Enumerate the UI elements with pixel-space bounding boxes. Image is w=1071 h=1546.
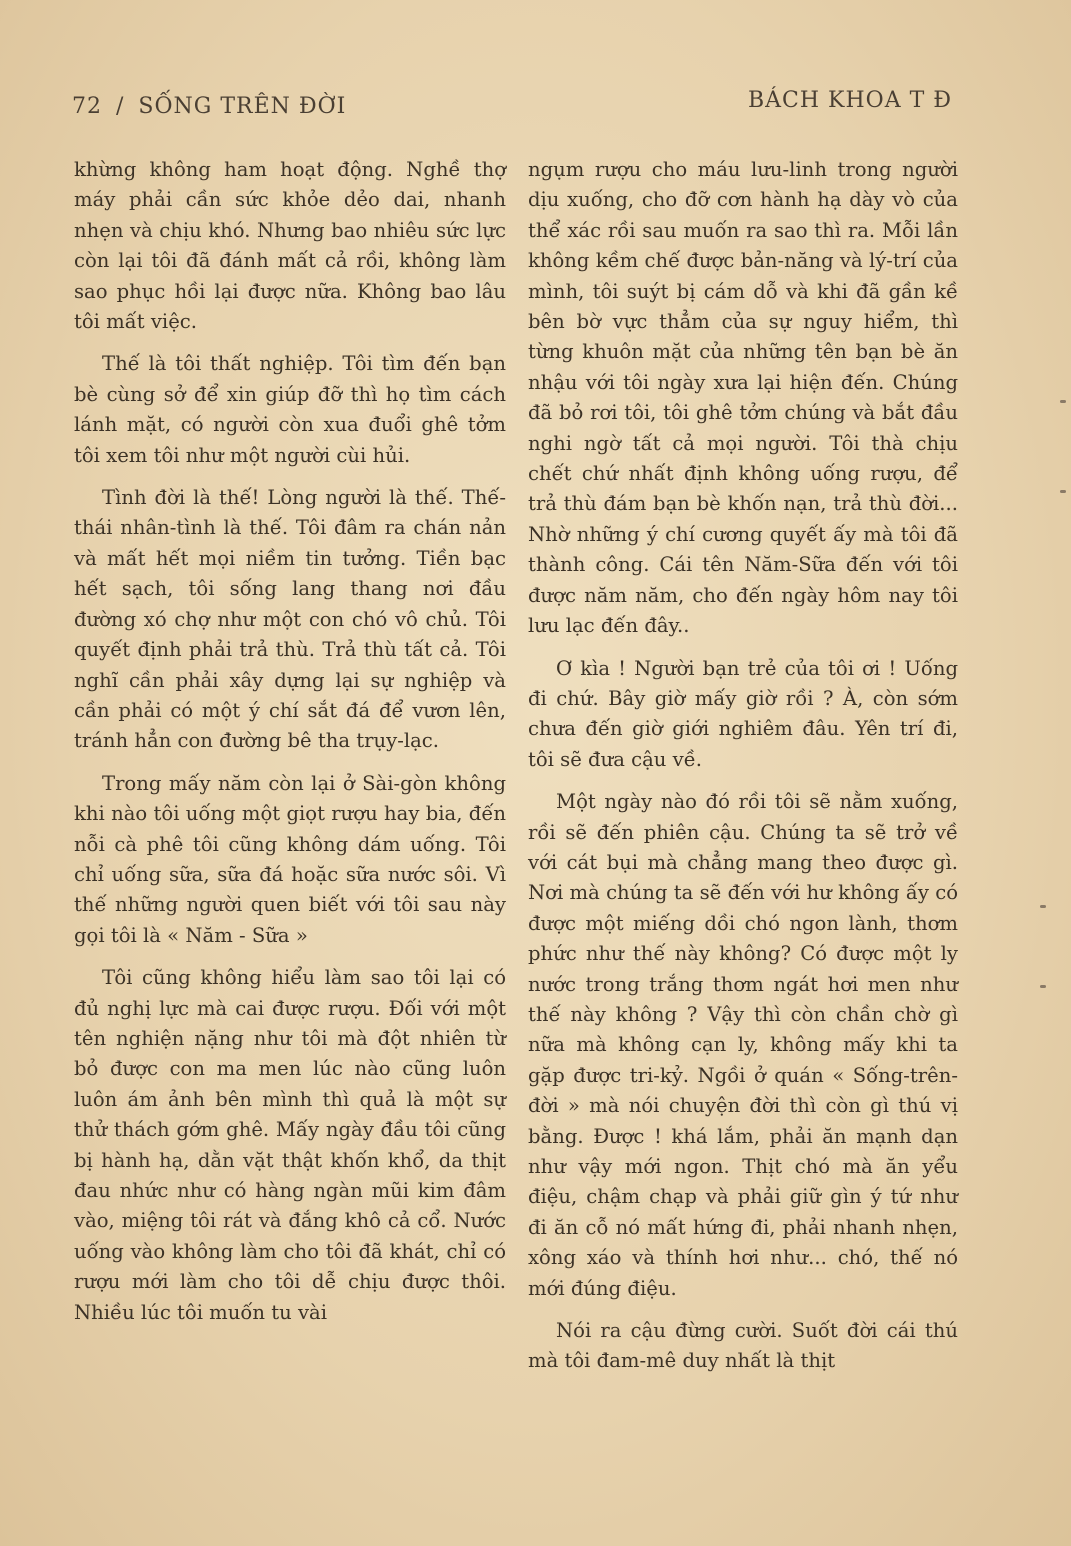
paragraph: ngụm rượu cho máu lưu-linh trong người dịu xuống, cho đỡ cơn hành hạ dày vò của thể xác rồi sau muốn ra sao thì ra. Mỗi lần không kềm chế được bản-năng và lý-trí của mình, tôi suýt bị cám dỗ và khi đã gần kề bên bờ vực thẳm của sự nguy hiểm, thì từng khuôn mặt của những tên bạn bè ăn nhậu với tôi ngày xưa lại hiện đến. Chúng đã bỏ rơi tôi, tôi ghê tởm chúng và bắt đầu nghi ngờ tất cả mọi người. Tôi thà chịu chết chứ nhất định không uống rượu, để trả thù đám bạn bè khốn nạn, trả thù đời... Nhờ những ý chí cương quyết ấy mà tôi đã thành công. Cái tên Năm-Sữa đến với tôi được năm năm, cho đến ngày hôm nay tôi lưu lạc đến đây.. bbox=[528, 158, 958, 638]
paragraph: Nói ra cậu đừng cười. Suốt đời cái thú mà tôi đam-mê duy nhất là thịt bbox=[528, 1319, 958, 1373]
header-separator: / bbox=[116, 94, 125, 119]
right-column bbox=[528, 155, 958, 1389]
paragraph: Tình đời là thế! Lòng người là thế. Thế-thái nhân-tình là thế. Tôi đâm ra chán nản và mất hết mọi niềm tin tưởng. Tiền bạc hết sạch, tôi sống lang thang nơi đầu đường xó chợ như một con chó vô chủ. Tôi quyết định phải trả thù. Trả thù tất cả. Tôi nghĩ cần phải xây dựng lại sự nghiệp và cần phải có một ý chí sắt đá để vươn lên, tránh hẳn con đường bê tha trụy-lạc. bbox=[74, 486, 506, 753]
paragraph: Thế là tôi thất nghiệp. Tôi tìm đến bạn bè cùng sở để xin giúp đỡ thì họ tìm cách lánh mặt, có người còn xua đuổi ghê tởm tôi xem tôi như một người cùi hủi. bbox=[74, 352, 506, 467]
page-number: 72 bbox=[72, 94, 102, 119]
edge-speck bbox=[1060, 490, 1066, 493]
paragraph: Ơ kìa ! Người bạn trẻ của tôi ơi ! Uống đi chứ. Bây giờ mấy giờ rồi ? À, còn sớm chưa đến giờ giới nghiêm đâu. Yên trí đi, tôi sẽ đưa cậu về. bbox=[528, 656, 958, 771]
paragraph: Một ngày nào đó rồi tôi sẽ nằm xuống, rồi sẽ đến phiên cậu. Chúng ta sẽ trở về với cát bụi mà chẳng mang theo được gì. Nơi mà chúng ta sẽ đến với hư không ấy có được một miếng dồi chó ngon lành, thơm phức như thế này không? Có được một ly nước trong trắng thơm ngát hơi men như thế này không ? Vậy thì còn chần chờ gì nữa mà không cạn ly, không mấy khi ta gặp được tri-kỷ. Ngồi ở quán « Sống-trên-đời » mà nói chuyện đời thì còn gì thú vị bằng. Được ! khá lắm, phải ăn mạnh dạn như vậy mới ngon. Thịt chó mà ăn yểu điệu, chậm chạp và phải giữ gìn ý tứ như đi ăn cỗ nó mất hứng đi, phải nhanh nhẹn, xông xáo và thính hơi như... chó, thế nó mới đúng điệu. bbox=[528, 790, 958, 1300]
edge-speck bbox=[1040, 985, 1046, 988]
edge-speck bbox=[1060, 400, 1066, 403]
paragraph: khừng không ham hoạt động. Nghề thợ máy phải cần sức khỏe dẻo dai, nhanh nhẹn và chịu khó. Nhưng bao nhiêu sức lực còn lại tôi đã đánh mất cả rồi, không làm sao phục hồi lại được nữa. Không bao lâu tôi mất việc. bbox=[74, 158, 506, 334]
paragraph: Tôi cũng không hiểu làm sao tôi lại có đủ nghị lực mà cai được rượu. Đối với một tên nghiện nặng như tôi mà đột nhiên từ bỏ được con ma men lúc nào cũng luôn luôn ám ảnh bên mình thì quả là một sự thử thách gớm ghê. Mấy ngày đầu tôi cũng bị hành hạ, dằn vặt thật khốn khổ, da thịt đau nhức như có hàng ngàn mũi kim đâm vào, miệng tôi rát và đắng khô cả cổ. Nước uống vào không làm cho tôi đã khát, chỉ có rượu mới làm cho tôi dễ chịu được thôi. Nhiều lúc tôi muốn tu vài bbox=[74, 966, 506, 1324]
paragraph: Trong mấy năm còn lại ở Sài-gòn không khi nào tôi uống một giọt rượu hay bia, đến nỗi cà phê tôi cũng không dám uống. Tôi chỉ uống sữa, sữa đá hoặc sữa nước sôi. Vì thế những người quen biết với tôi sau này gọi tôi là « Năm - Sữa » bbox=[74, 771, 506, 947]
page-header bbox=[72, 88, 952, 128]
edge-speck bbox=[1040, 905, 1046, 908]
header-left bbox=[72, 94, 346, 119]
publication-name: BÁCH KHOA T Đ bbox=[747, 88, 952, 113]
left-column bbox=[74, 155, 506, 1340]
running-title: SỐNG TRÊN ĐỜI bbox=[138, 94, 347, 119]
